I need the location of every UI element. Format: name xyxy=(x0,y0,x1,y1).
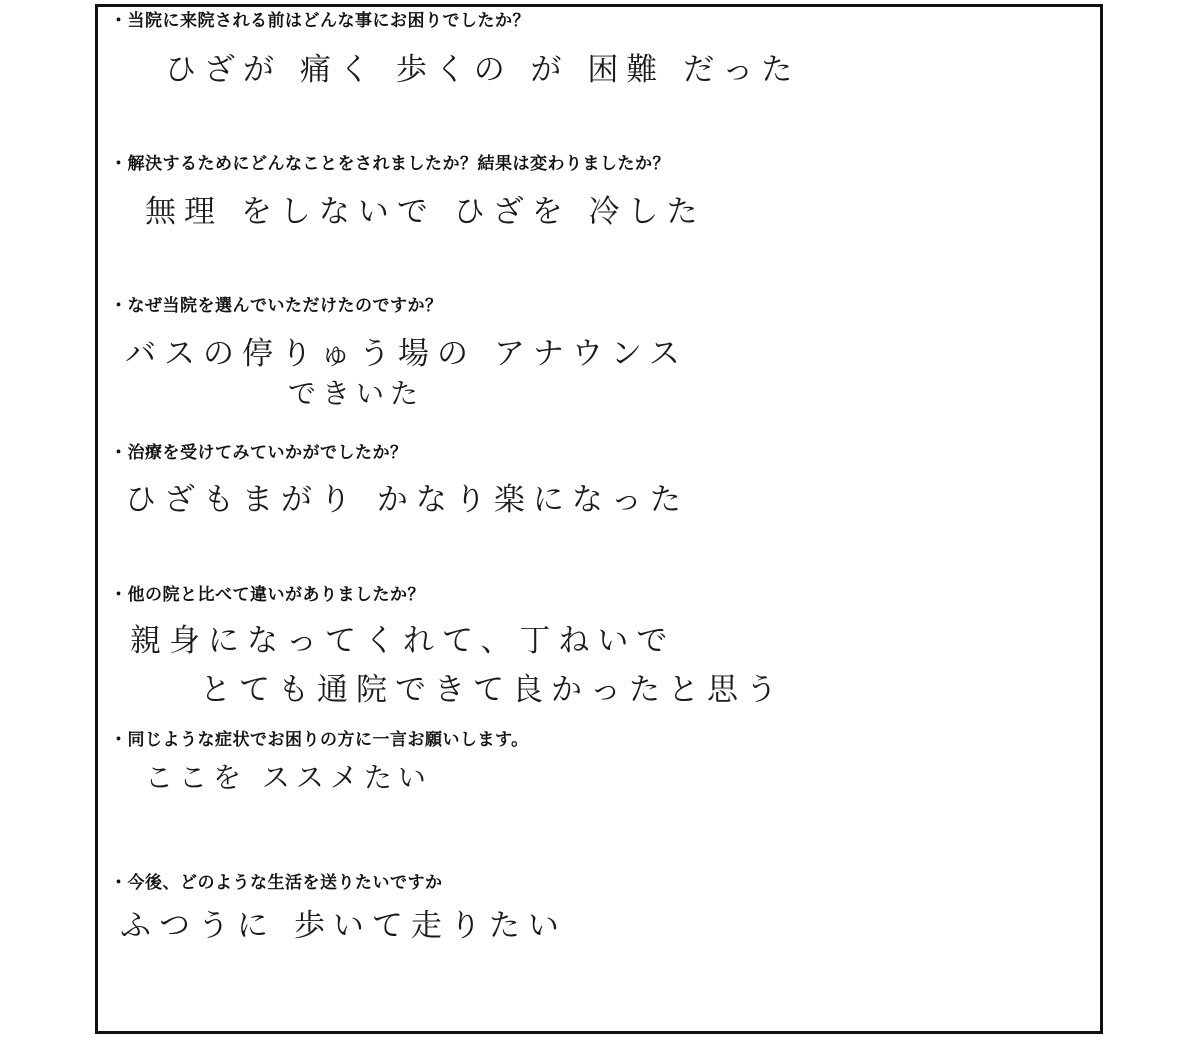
answer-1: ひざが 痛く 歩くの が 困難 だった xyxy=(165,52,801,88)
answer-2: 無理 をしないで ひざを 冷した xyxy=(145,194,706,230)
question-4: ・治療を受けてみていかがでしたか？ xyxy=(110,443,408,463)
question-7: ・今後、どのような生活を送りたいですか xyxy=(110,873,443,893)
question-3: ・なぜ当院を選んでいただけたのですか？ xyxy=(110,296,443,316)
question-5: ・他の院と比べて違いがありましたか？ xyxy=(110,585,425,605)
answer-5-line-1: 親身になってくれて、丁ねいで xyxy=(130,623,676,659)
answer-7: ふつうに 歩いて走りたい xyxy=(120,908,567,944)
answer-4: ひざもまがり かなり楽になった xyxy=(125,482,689,518)
question-2: ・解決するためにどんなことをされましたか？結果は変わりましたか？ xyxy=(110,154,670,174)
answer-3-line-2: できいた xyxy=(288,377,425,410)
answer-5-line-2: とても通院できて良かったと思う xyxy=(200,672,785,708)
answer-3-line-1: バスの停りゅう場の アナウンス xyxy=(125,336,688,372)
question-1: ・当院に来院される前はどんな事にお困りでしたか？ xyxy=(110,11,530,31)
answer-6: ここを ススメたい xyxy=(145,761,432,794)
question-6: ・同じような症状でお困りの方に一言お願いします。 xyxy=(110,730,529,750)
